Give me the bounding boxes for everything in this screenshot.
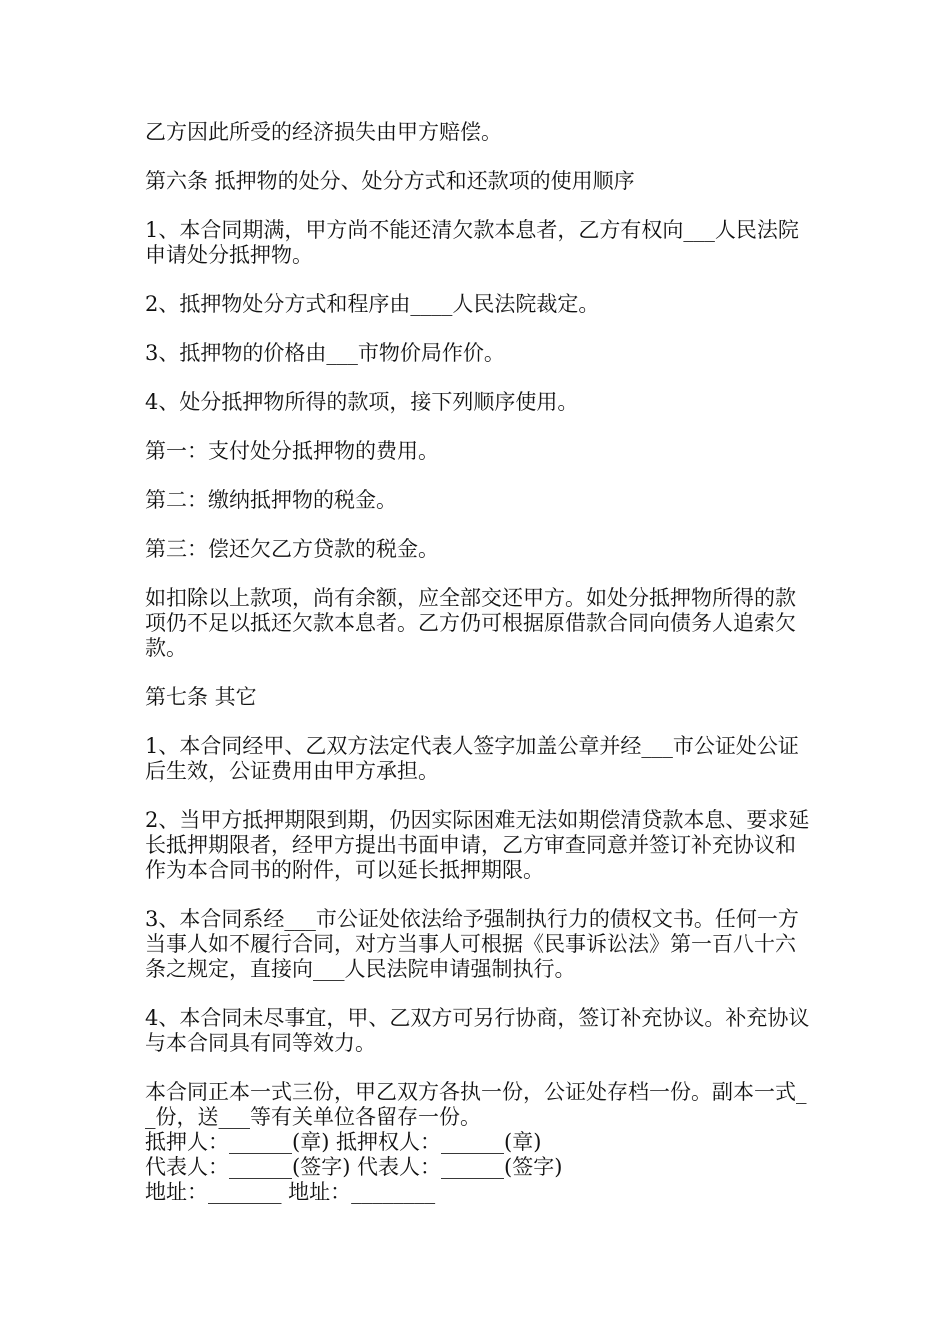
article-seven-heading: 第七条 其它 (145, 685, 257, 709)
representative-line: 代表人：______(签字) 代表人：______(签字) (145, 1155, 563, 1179)
order-second: 第二：缴纳抵押物的税金。 (145, 488, 397, 512)
order-third: 第三：偿还欠乙方贷款的税金。 (145, 537, 439, 561)
address-line: 地址：_______ 地址：________ (145, 1180, 436, 1204)
paragraph-compensation: 乙方因此所受的经济损失由甲方赔偿。 (145, 120, 502, 144)
paragraph-remainder: 如扣除以上款项，尚有余额，应全部交还甲方。如处分抵押物所得的款项仍不足以抵还欠款本息者。乙方仍可根据原借款合同向债务人追索欠款。 (145, 586, 796, 660)
document-body (145, 120, 815, 1205)
copies-statement: 本合同正本一式三份，甲乙双方各执一份，公证处存档一份。副本一式__份，送___等有关单位各留存一份。 (145, 1080, 807, 1129)
order-first: 第一：支付处分抵押物的费用。 (145, 439, 439, 463)
article-six-heading: 第六条 抵押物的处分、处分方式和还款项的使用顺序 (145, 169, 635, 193)
article-six-clause-3: 3、抵押物的价格由___市物价局作价。 (145, 341, 505, 365)
article-seven-clause-4: 4、本合同未尽事宜，甲、乙双方可另行协商，签订补充协议。补充协议与本合同具有同等效力。 (145, 1006, 810, 1055)
article-seven-clause-2: 2、当甲方抵押期限到期，仍因实际困难无法如期偿清贷款本息、要求延长抵押期限者，经甲方提出书面申请，乙方审查同意并签订补充协议和作为本合同书的附件，可以延长抵押期限。 (145, 808, 810, 882)
article-seven-clause-1: 1、本合同经甲、乙双方法定代表人签字加盖公章并经___市公证处公证后生效，公证费用由甲方承担。 (145, 734, 799, 783)
article-seven-clause-3: 3、本合同系经___市公证处依法给予强制执行力的债权文书。任何一方当事人如不履行合同，对方当事人可根据《民事诉讼法》第一百八十六条之规定，直接向___人民法院申请强制执行。 (145, 907, 799, 981)
article-six-clause-1: 1、本合同期满，甲方尚不能还清欠款本息者，乙方有权向___人民法院申请处分抵押物。 (145, 218, 799, 267)
mortgagor-line: 抵押人：______(章) 抵押权人：______(章) (145, 1130, 542, 1154)
article-six-clause-4: 4、处分抵押物所得的款项，接下列顺序使用。 (145, 390, 579, 414)
article-six-clause-2: 2、抵押物处分方式和程序由____人民法院裁定。 (145, 292, 600, 316)
signature-block (145, 1080, 815, 1205)
